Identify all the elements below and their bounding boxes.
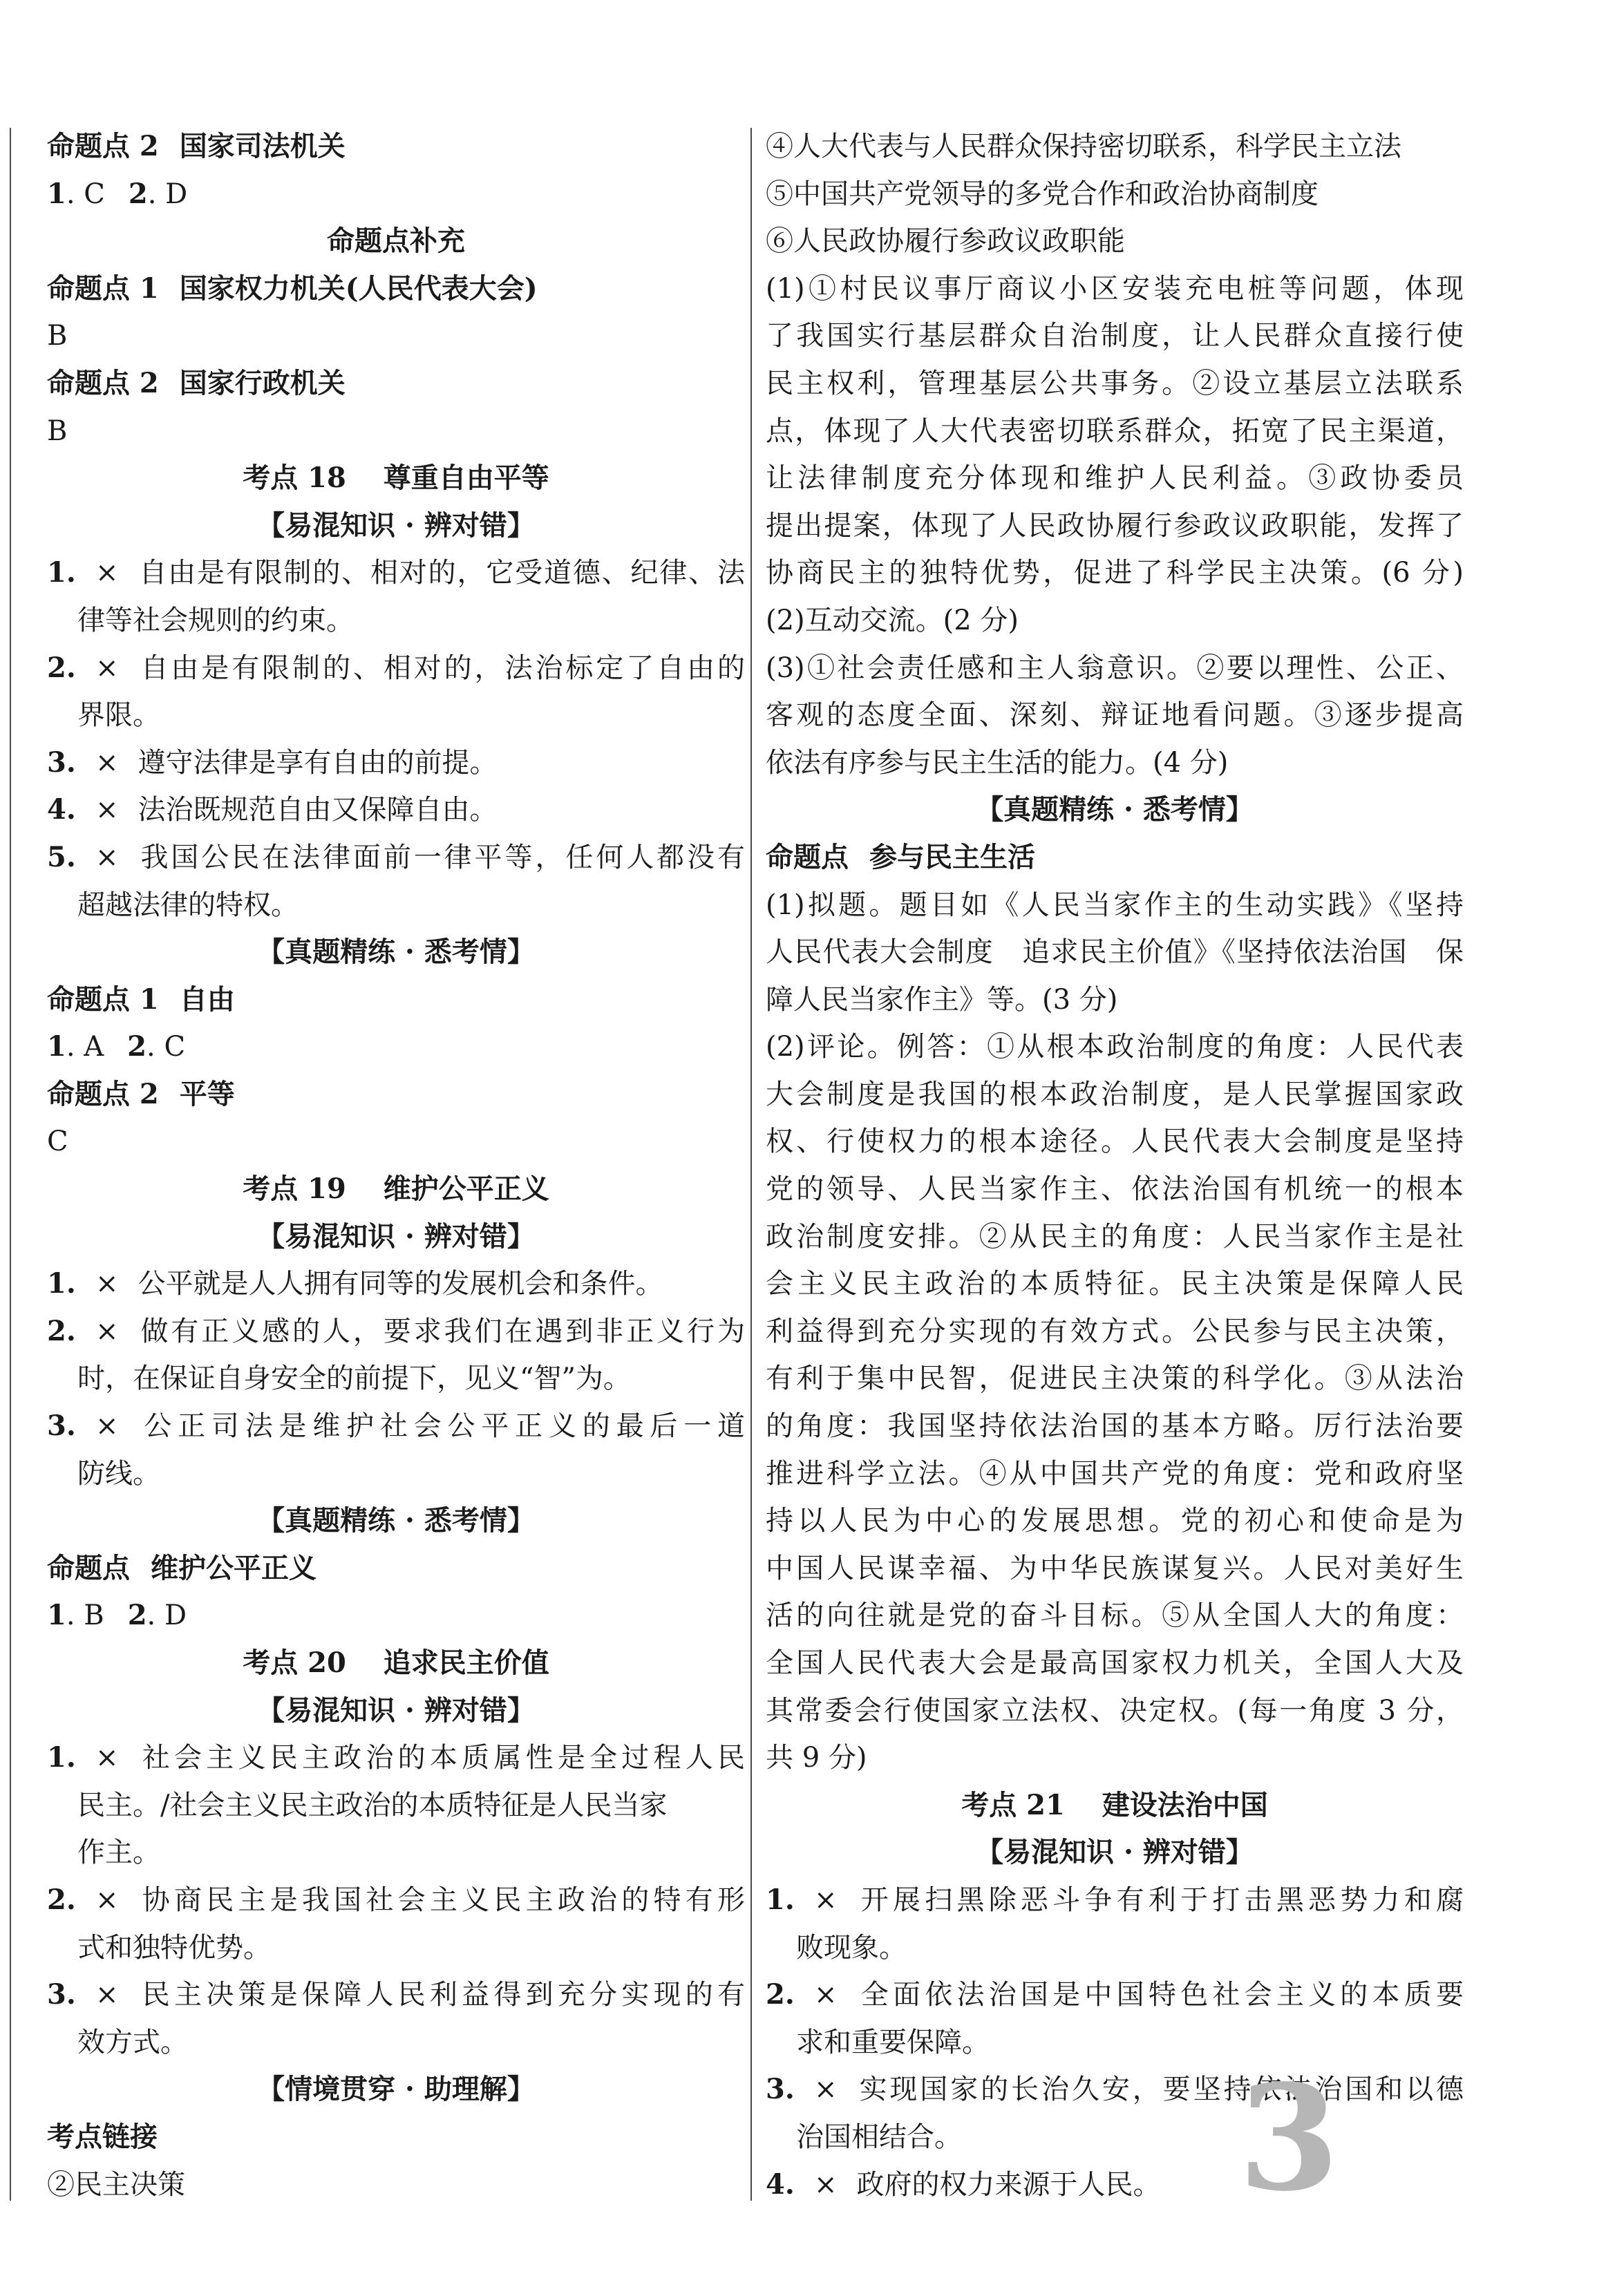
true-false-item (47, 1308, 745, 1356)
body-line: 了我国实行基层群众自治制度，让人民群众直接行使 (766, 320, 1464, 352)
topic-title: 维护公平正义 (151, 1551, 317, 1584)
subsection-title: 【易混知识 · 辨对错】 (976, 1836, 1254, 1869)
true-false-item (47, 1971, 745, 2019)
true-false-item (47, 1734, 745, 1782)
topic-label: 命题点 2 (47, 1077, 159, 1110)
true-false-item (47, 834, 745, 882)
true-false-item (47, 1877, 745, 1924)
body-line: 让法律制度充分体现和维护人民利益。③政协委员 (766, 462, 1464, 495)
text-line: B (47, 415, 68, 447)
body-line: (3)①社会责任感和主人翁意识。②要以理性、公正、 (766, 652, 1464, 684)
answer-item: 2. D (127, 1599, 187, 1632)
text-line: ⑤中国共产党领导的多党合作和政治协商制度 (766, 178, 1319, 210)
question-number: 2 (127, 1030, 147, 1063)
body-line: 的角度：我国坚持依法治国的基本方略。厉行法治要 (766, 1410, 1464, 1443)
section-title: 考点 19 维护公平正义 (243, 1173, 549, 1206)
topic-label: 命题点 1 (47, 983, 159, 1016)
item-number: 1. (47, 1267, 76, 1300)
subsection-title: 【易混知识 · 辨对错】 (257, 509, 535, 542)
text-line: B (47, 320, 68, 352)
item-text: 全面依法治国是中国特色社会主义的本质要 (856, 1979, 1464, 2011)
body-line: 客观的态度全面、深刻、辩证地看问题。③逐步提高 (766, 699, 1464, 732)
body-line: (1)①村民议事厅商议小区安装充电桩等问题，体现 (766, 272, 1464, 305)
true-false-item (766, 2066, 1464, 2114)
topic-label: 命题点 (766, 840, 849, 873)
text-line: 共 9 分) (766, 1742, 867, 1774)
answer-choice: C (84, 178, 105, 210)
item-text: 自由是有限制的、相对的，它受道德、纪律、法 (138, 557, 745, 589)
section-title: 考点 20 追求民主价值 (243, 1647, 549, 1679)
body-line: 权、行使权力的根本途径。人民代表大会制度是坚持 (766, 1126, 1464, 1158)
answer-choice: B (84, 1600, 104, 1632)
cross-mark: × (95, 1315, 119, 1347)
answer-choice: D (165, 178, 188, 210)
question-number: 2 (127, 1599, 147, 1632)
item-text: 政府的权力来源于人民。 (856, 2168, 1161, 2201)
item-number: 2. (47, 651, 76, 684)
cross-mark: × (95, 794, 119, 826)
true-false-item (766, 1971, 1464, 2019)
body-line: 点，体现了人大代表密切联系群众，拓宽了民主渠道， (766, 415, 1464, 447)
text-line: ②民主决策 (47, 2168, 185, 2201)
item-text: 遵守法律是享有自由的前提。 (138, 746, 498, 779)
item-continuation: 界限。 (77, 699, 160, 732)
cross-mark: × (814, 1979, 838, 2011)
item-continuation: 时，在保证自身安全的前提下，见义“智”为。 (77, 1363, 631, 1395)
topic-heading (47, 360, 745, 408)
subsection-title: 【易混知识 · 辨对错】 (257, 1220, 535, 1253)
true-false-item (47, 549, 745, 597)
item-number: 2. (766, 1978, 795, 2011)
cross-mark: × (95, 1979, 119, 2011)
text-line: 障人民当家作主》等。(3 分) (766, 983, 1118, 1016)
subsection-title: 【真题精练 · 悉考情】 (976, 793, 1254, 826)
true-false-item (47, 1260, 745, 1308)
body-line: 会主义民主政治的本质特征。民主决策是保障人民 (766, 1268, 1464, 1300)
topic-supplement-heading: 命题点补充 (327, 225, 465, 258)
body-line: 协商民主的独特优势，促进了科学民主决策。(6 分) (766, 557, 1464, 589)
true-false-item (47, 739, 745, 787)
body-line: 有利于集中民智，促进民主决策的科学化。③从法治 (766, 1363, 1464, 1395)
item-number: 3. (766, 2073, 795, 2106)
item-text: 开展扫黑除恶斗争有利于打击黑恶势力和腐 (856, 1884, 1464, 1916)
true-false-item (47, 645, 745, 692)
item-number: 3. (47, 1410, 76, 1443)
body-line: 活的向往就是党的奋斗目标。⑤从全国人大的角度： (766, 1600, 1464, 1632)
true-false-item (47, 786, 745, 834)
item-continuation: 效方式。 (77, 2026, 188, 2058)
topic-heading (47, 123, 745, 171)
body-line: (2)评论。例答：①从根本政治制度的角度：人民代表 (766, 1031, 1464, 1063)
item-continuation: 防线。 (77, 1457, 160, 1490)
right-column (766, 123, 1464, 2208)
topic-heading (47, 1545, 745, 1593)
cross-mark: × (95, 557, 119, 589)
topic-label: 命题点 2 (47, 366, 159, 399)
question-number: 1 (47, 1030, 66, 1063)
item-text: 社会主义民主政治的本质属性是全过程人民 (138, 1742, 745, 1774)
true-false-item (766, 2161, 1464, 2209)
item-continuation: 作主。 (77, 1837, 160, 1869)
topic-title: 国家行政机关 (179, 366, 346, 399)
text-line: ⑥人民政协履行参政议政职能 (766, 225, 1125, 258)
topic-title: 平等 (179, 1077, 235, 1110)
item-continuation: 民主。/社会主义民主政治的本质特征是人民当家 (77, 1789, 668, 1821)
cross-mark: × (95, 652, 119, 684)
topic-title: 参与民主生活 (869, 840, 1035, 873)
answer-item: 2. C (127, 1030, 186, 1063)
cross-mark: × (814, 2074, 838, 2106)
subsection-title: 【易混知识 · 辨对错】 (257, 1693, 535, 1727)
subsection-title: 【情境贯穿 · 助理解】 (257, 2073, 535, 2106)
text-line: (2)互动交流。(2 分) (766, 604, 1019, 636)
question-number: 2 (128, 177, 148, 210)
item-number: 3. (47, 1978, 76, 2011)
cross-mark: × (814, 1884, 838, 1916)
question-number: 1 (47, 177, 66, 210)
page-number: 3 (1238, 2053, 1340, 2223)
answer-item: 1. C (47, 177, 105, 210)
item-text: 实现国家的长治久安，要坚持依法治国和以德 (856, 2074, 1464, 2106)
answer-choice: C (164, 1031, 186, 1063)
true-false-item (766, 1877, 1464, 1924)
topic-title: 国家权力机关(人民代表大会) (179, 272, 538, 305)
item-number: 1. (47, 556, 76, 589)
body-line: 中国人民谋幸福、为中华民族谋复兴。人民对美好生 (766, 1552, 1464, 1584)
answer-item: 1. B (47, 1599, 104, 1632)
item-continuation: 式和独特优势。 (77, 1931, 271, 1964)
cross-mark: × (95, 1410, 119, 1443)
item-text: 公正司法是维护社会公平正义的最后一道 (138, 1410, 745, 1443)
answer-item: 1. A (47, 1030, 104, 1063)
topic-label: 命题点 (47, 1551, 130, 1584)
answer-choice: D (164, 1600, 187, 1632)
item-text: 我国公民在法律面前一律平等，任何人都没有 (138, 841, 745, 873)
item-text: 自由是有限制的、相对的，法治标定了自由的 (138, 652, 745, 684)
section-title: 考点 18 尊重自由平等 (243, 462, 549, 495)
body-line: 提出提案，体现了人民政协履行参政议政职能，发挥了 (766, 509, 1464, 542)
item-number: 1. (47, 1741, 76, 1774)
subsection-title: 【真题精练 · 悉考情】 (257, 1504, 535, 1537)
text-line: C (47, 1126, 68, 1158)
item-number: 1. (766, 1883, 795, 1916)
item-text: 做有正义感的人，要求我们在遇到非正义行为 (138, 1315, 745, 1347)
topic-label: 命题点 2 (47, 130, 159, 162)
body-line: 政治制度安排。②从民主的角度：人民当家作主是社 (766, 1220, 1464, 1253)
left-column (47, 123, 745, 2208)
item-text: 协商民主是我国社会主义民主政治的特有形 (138, 1884, 745, 1916)
section-title: 考点 21 建设法治中国 (961, 1788, 1268, 1821)
item-continuation: 求和重要保障。 (796, 2026, 990, 2058)
text-line: 依法有序参与民主生活的能力。(4 分) (766, 746, 1229, 779)
item-continuation: 超越法律的特权。 (77, 889, 299, 921)
subsection-title: 【真题精练 · 悉考情】 (257, 936, 535, 969)
answer-choice: A (84, 1031, 104, 1063)
label-heading: 考点链接 (47, 2120, 158, 2153)
answer-line (47, 1023, 745, 1071)
topic-heading (47, 1071, 745, 1119)
cross-mark: × (95, 841, 119, 873)
text-line: ④人大代表与人民群众保持密切联系，科学民主立法 (766, 131, 1401, 162)
item-number: 5. (47, 840, 76, 873)
question-number: 1 (47, 1599, 66, 1632)
body-line: 持以人民为中心的发展思想。党的初心和使命是为 (766, 1505, 1464, 1537)
cross-mark: × (814, 2168, 838, 2201)
body-line: 党的领导、人民当家作主、依法治国有机统一的根本 (766, 1173, 1464, 1206)
answer-line (47, 171, 745, 218)
body-line: 其常委会行使国家立法权、决定权。(每一角度 3 分， (766, 1694, 1464, 1727)
body-line: 利益得到充分实现的有效方式。公民参与民主决策， (766, 1315, 1464, 1347)
body-line: 推进科学立法。④从中国共产党的角度：党和政府坚 (766, 1457, 1464, 1490)
body-line: 全国人民代表大会是最高国家权力机关，全国人大及 (766, 1647, 1464, 1679)
column-divider (750, 128, 752, 2201)
item-text: 法治既规范自由又保障自由。 (138, 794, 498, 826)
topic-heading (47, 265, 745, 313)
topic-title: 自由 (179, 983, 235, 1016)
item-continuation: 律等社会规则的约束。 (77, 604, 354, 636)
true-false-item (47, 1403, 745, 1450)
topic-title: 国家司法机关 (179, 130, 346, 162)
left-margin-rule (10, 128, 11, 2201)
item-text: 民主决策是保障人民利益得到充分实现的有 (138, 1979, 745, 2011)
item-continuation: 败现象。 (796, 1931, 907, 1964)
cross-mark: × (95, 1884, 119, 1916)
item-number: 4. (766, 2167, 795, 2201)
item-continuation: 治国相结合。 (796, 2121, 962, 2153)
topic-heading (47, 976, 745, 1024)
item-number: 2. (47, 1883, 76, 1916)
cross-mark: × (95, 1742, 119, 1774)
body-line: 民主权利，管理基层公共事务。②设立基层立法联系 (766, 367, 1464, 399)
topic-heading (766, 834, 1464, 882)
item-number: 3. (47, 746, 76, 779)
cross-mark: × (95, 1268, 119, 1300)
cross-mark: × (95, 746, 119, 779)
answer-line (47, 1592, 745, 1640)
item-number: 4. (47, 793, 76, 826)
item-text: 公平就是人人拥有同等的发展机会和条件。 (138, 1268, 663, 1300)
body-line: (1)拟题。题目如《人民当家作主的生动实践》《坚持 (766, 889, 1464, 921)
body-line: 大会制度是我国的根本政治制度，是人民掌握国家政 (766, 1078, 1464, 1110)
item-number: 2. (47, 1314, 76, 1347)
body-line: 人民代表大会制度 追求民主价值》《坚持依法治国 保 (766, 936, 1464, 969)
answer-item: 2. D (128, 177, 188, 210)
topic-label: 命题点 1 (47, 272, 159, 305)
